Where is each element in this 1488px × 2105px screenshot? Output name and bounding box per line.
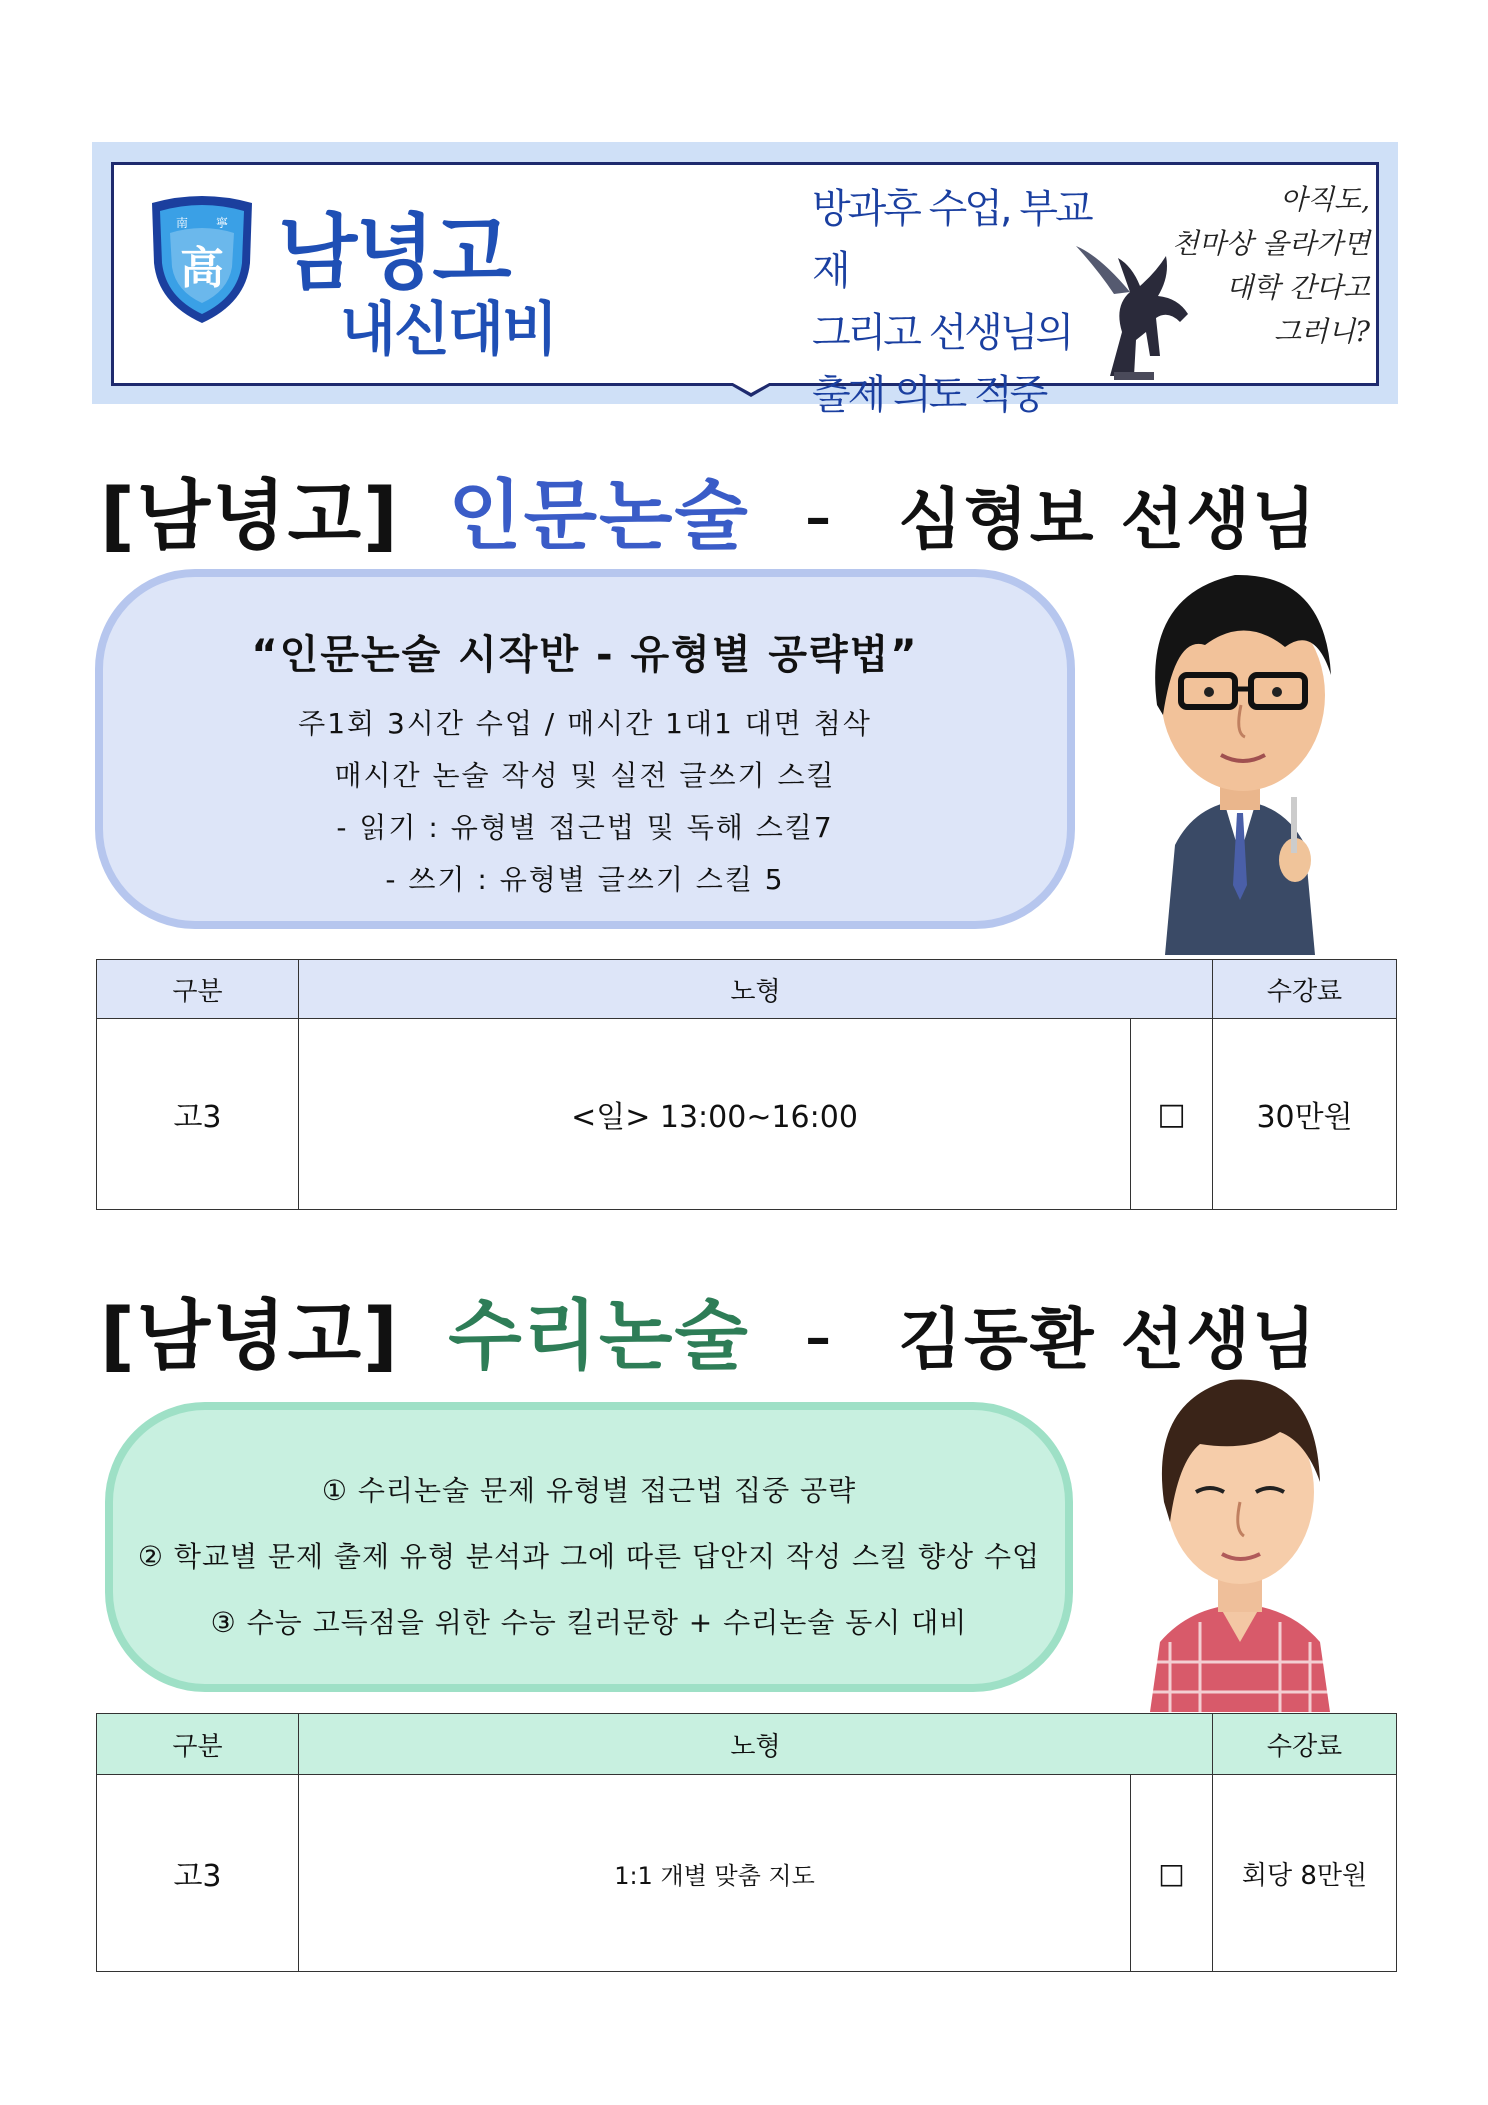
svg-text:南: 南 xyxy=(176,216,189,230)
header-fee: 수강료 xyxy=(1213,1714,1397,1775)
table-header-row xyxy=(97,1714,1397,1775)
banner-handwritten-text xyxy=(1140,178,1370,354)
section1-schedule-table xyxy=(96,959,1397,1210)
section1-headline: “인문논술 시작반 - 유형별 공략법” xyxy=(251,632,919,678)
teacher1-portrait xyxy=(1125,555,1355,955)
header-schedule: 노형 xyxy=(299,960,1213,1019)
section1-info-line: 매시간 논술 작성 및 실전 글쓰기 스킬 xyxy=(334,759,836,792)
svg-text:高: 高 xyxy=(180,243,224,294)
section2-subject: 수리논술 xyxy=(448,1291,750,1380)
banner-tagline xyxy=(812,178,1112,426)
section1-info-box xyxy=(95,569,1075,929)
svg-text:寧: 寧 xyxy=(216,216,229,230)
header-schedule: 노형 xyxy=(299,1714,1213,1775)
section1-dash: - xyxy=(804,471,834,560)
banner-subtitle: 내신대비 xyxy=(340,295,557,363)
banner-line: 방과후 수업, 부교재 xyxy=(812,186,1091,294)
section1-info-line: - 읽기 : 유형별 접근법 및 독해 스킬7 xyxy=(336,811,834,844)
banner-notch-fill xyxy=(731,382,771,393)
section2-schedule-table xyxy=(96,1713,1397,1972)
cell-fee: 30만원 xyxy=(1213,1019,1397,1210)
section1-info-line: 주1회 3시간 수업 / 매시간 1대1 대면 첨삭 xyxy=(298,707,872,740)
section2-info-line: ② 학교별 문제 출제 유형 분석과 그에 따른 답안지 작성 스킬 향상 수업 xyxy=(137,1540,1041,1573)
section2-prefix: [남녕고] xyxy=(100,1291,400,1380)
cell-schedule: <일> 13:00~16:00 xyxy=(299,1019,1131,1210)
banner-school-name: 남녕고 xyxy=(278,206,510,301)
section2-info-line: ① 수리논술 문제 유형별 접근법 집중 공략 xyxy=(321,1474,857,1507)
table-row xyxy=(97,1775,1397,1972)
cell-checkbox[interactable]: □ xyxy=(1131,1775,1213,1972)
cell-checkbox[interactable]: □ xyxy=(1131,1019,1213,1210)
section1-title xyxy=(100,455,1318,564)
section2-info-line: ③ 수능 고득점을 위한 수능 킬러문항 + 수리논술 동시 대비 xyxy=(210,1606,968,1639)
section2-dash: - xyxy=(804,1291,834,1380)
cell-grade: 고3 xyxy=(97,1775,299,1972)
section1-info-line: - 쓰기 : 유형별 글쓰기 스킬 5 xyxy=(385,863,785,896)
school-emblem-icon xyxy=(146,193,258,327)
section2-teacher: 김동환 선생님 xyxy=(898,1301,1318,1378)
table-row xyxy=(97,1019,1397,1210)
script-line: 그러니? xyxy=(1273,315,1370,348)
section1-subject: 인문논술 xyxy=(448,471,750,560)
cell-grade: 고3 xyxy=(97,1019,299,1210)
script-line: 아직도, xyxy=(1279,183,1370,216)
header-category: 구분 xyxy=(97,1714,299,1775)
section1-teacher: 심형보 선생님 xyxy=(898,481,1318,558)
script-line: 대학 간다고 xyxy=(1225,271,1370,304)
banner-line: 출제 의도 적중 xyxy=(812,372,1046,418)
script-line: 천마상 올라가면 xyxy=(1171,227,1370,260)
cell-schedule: 1:1 개별 맞춤 지도 xyxy=(299,1775,1131,1972)
cell-fee: 회당 8만원 xyxy=(1213,1775,1397,1972)
section2-info-box xyxy=(105,1402,1073,1692)
header-fee: 수강료 xyxy=(1213,960,1397,1019)
teacher2-portrait xyxy=(1130,1352,1350,1712)
banner-line: 그리고 선생님의 xyxy=(812,310,1072,356)
table-header-row xyxy=(97,960,1397,1019)
header-category: 구분 xyxy=(97,960,299,1019)
section1-prefix: [남녕고] xyxy=(100,471,400,560)
